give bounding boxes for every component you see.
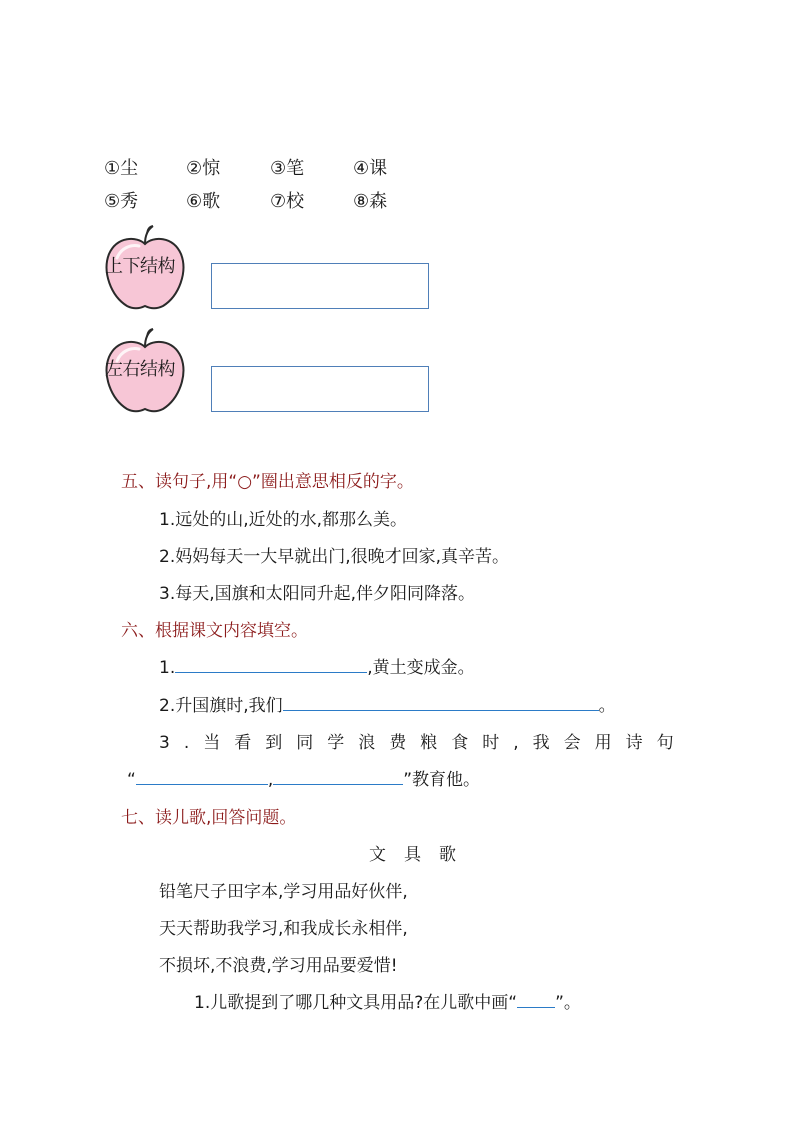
character-item: ⑥歌 (186, 191, 221, 212)
character-item: ④课 (353, 158, 388, 179)
underline-sample (517, 991, 555, 1008)
fill-item-text: 。 (598, 696, 616, 716)
poem-line: 天天帮助我学习,和我成长永相伴, (159, 919, 408, 939)
poem-line: 铅笔尺子田字本,学习用品好伙伴, (159, 882, 408, 902)
fill-blank[interactable] (136, 768, 268, 785)
character-item: ⑧森 (353, 191, 388, 212)
section-6-heading: 六、根据课文内容填空。 (121, 621, 308, 641)
section-7-heading: 七、读儿歌,回答问题。 (121, 808, 297, 828)
comma: , (267, 770, 274, 790)
section-5-heading: 五、读句子,用“○”圈出意思相反的字。 (121, 472, 414, 492)
character-item: ⑤秀 (104, 191, 139, 212)
question-1 (194, 988, 581, 1013)
apple-left-right-structure (103, 325, 187, 415)
character-item: ①尘 (104, 158, 139, 179)
question-text-end: ”。 (555, 993, 581, 1013)
answer-box-left-right[interactable] (211, 366, 429, 412)
apple-label: 左右结构 (105, 359, 175, 380)
fill-item-label: 1. (159, 658, 176, 678)
fill-item-label: 2.升国旗时,我们 (159, 696, 283, 716)
fill-blank[interactable] (273, 768, 403, 785)
character-item: ②惊 (186, 158, 221, 179)
poem-line: 不损坏,不浪费,学习用品要爱惜! (159, 956, 398, 976)
character-item: ③笔 (270, 158, 305, 179)
quote-open: “ (127, 770, 136, 790)
character-row-1 (104, 154, 424, 178)
section-5-item: 1.远处的山,近处的水,都那么美。 (159, 510, 408, 530)
fill-item-2 (159, 691, 616, 716)
fill-item-3-line-1: 3.当看到同学浪费粮食时,我会用诗句 (159, 733, 688, 753)
section-5-item: 3.每天,国旗和太阳同升起,伴夕阳同降落。 (159, 584, 476, 604)
fill-item-text: ,黄土变成金。 (367, 658, 475, 678)
answer-box-top-bottom[interactable] (211, 263, 429, 309)
character-row-2 (104, 187, 424, 211)
apple-top-bottom-structure (103, 222, 187, 312)
poem-title: 文具歌 (369, 845, 474, 865)
fill-item-1 (159, 653, 475, 678)
fill-item-text: ”教育他。 (403, 770, 481, 790)
question-text: 1.儿歌提到了哪几种文具用品?在儿歌中画“ (194, 993, 518, 1013)
fill-blank[interactable] (175, 656, 367, 673)
fill-blank[interactable] (283, 694, 599, 711)
apple-label: 上下结构 (105, 256, 175, 277)
character-item: ⑦校 (270, 191, 305, 212)
fill-item-3-line-2 (127, 765, 480, 790)
section-5-item: 2.妈妈每天一大早就出门,很晚才回家,真辛苦。 (159, 547, 510, 567)
